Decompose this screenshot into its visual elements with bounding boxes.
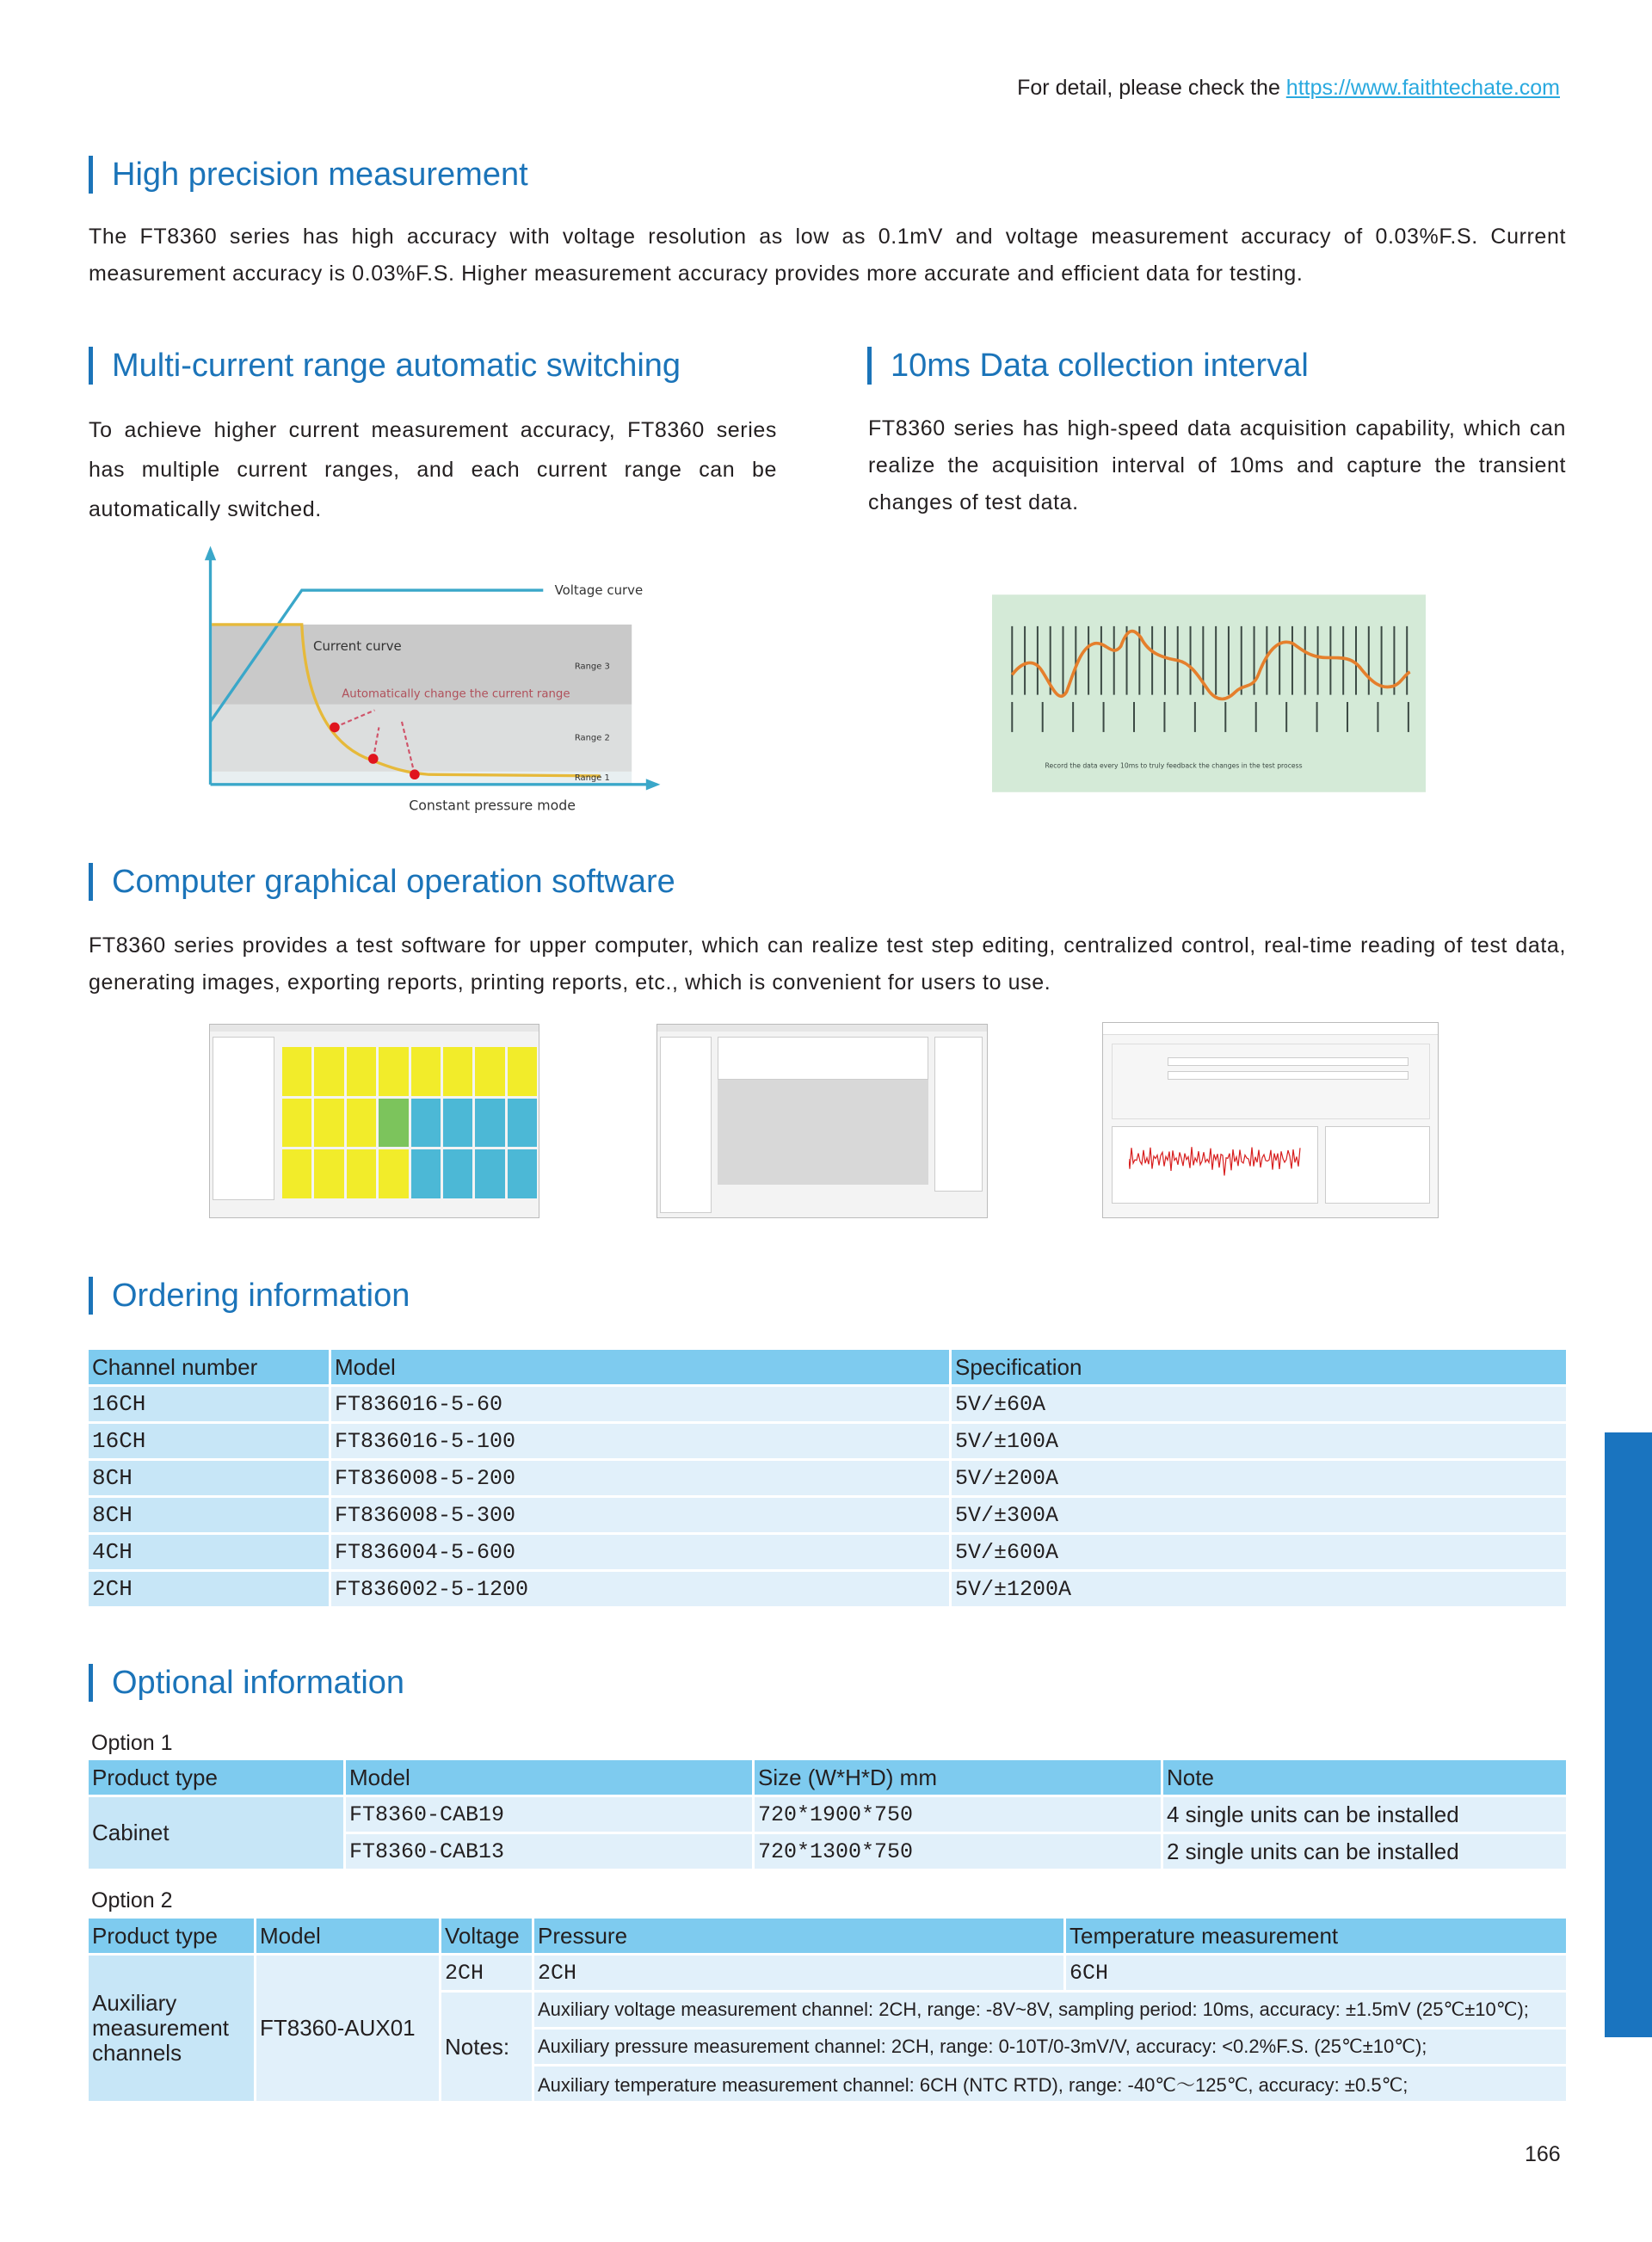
channel-tile	[475, 1047, 504, 1096]
header-voltage: Voltage	[441, 1919, 532, 1953]
page-number: 166	[1525, 2142, 1561, 2166]
header-channel: Channel number	[89, 1350, 329, 1384]
multi-range-text: To achieve higher current measurement accuracy, FT8360 series has multiple current ranges, and each current range can be automatically switched.	[89, 418, 777, 521]
header-product-type: Product type	[89, 1919, 254, 1953]
header-pressure: Pressure	[534, 1919, 1063, 1953]
interval-text: FT8360 series has high-speed data acquisition capability, which can realize the acquisition interval of 10ms and capture the transient changes of test data.	[868, 416, 1566, 514]
channel-tile	[379, 1099, 408, 1148]
channel-tile	[282, 1047, 311, 1096]
range-switching-diagram	[186, 536, 672, 822]
mode-label: Constant pressure mode	[409, 797, 576, 814]
option1-table	[86, 1758, 1569, 1871]
cell-note: 4 single units can be installed	[1163, 1797, 1566, 1832]
y-axis-arrow-icon	[205, 546, 216, 561]
software-screenshot-channel-overview	[209, 1024, 539, 1218]
heading-10ms-interval: 10ms Data collection interval	[867, 347, 1309, 385]
voltage-curve-label: Voltage curve	[554, 582, 644, 599]
cell-channel: 4CH	[89, 1535, 329, 1569]
channel-tile	[508, 1047, 537, 1096]
option2-label: Option 2	[91, 1888, 173, 1912]
channel-tile	[347, 1047, 376, 1096]
cell-spec: 5V/±60A	[952, 1387, 1566, 1421]
cell-channel: 16CH	[89, 1387, 329, 1421]
heading-multi-range: Multi-current range automatic switching	[89, 347, 681, 385]
channel-tile	[379, 1149, 408, 1198]
table-row	[89, 1535, 1566, 1569]
cell-model: FT8360-CAB13	[346, 1834, 752, 1869]
channel-tile	[475, 1099, 504, 1148]
channel-tile	[411, 1047, 441, 1096]
channel-tile	[347, 1149, 376, 1198]
cell-voltage-channels: 2CH	[441, 1956, 532, 1990]
table-row	[89, 1461, 1566, 1495]
cell-channel: 8CH	[89, 1498, 329, 1532]
software-text: FT8360 series provides a test software for upper computer, which can realize test step editing, centralized control, real-time reading of test data, generating images, exporting reports, printing reports, etc., which is convenient for users to use.	[89, 933, 1566, 995]
header-product-type: Product type	[89, 1760, 343, 1795]
software-screenshot-report-dialog	[1102, 1022, 1439, 1218]
cell-spec: 5V/±200A	[952, 1461, 1566, 1495]
note-pressure: Auxiliary pressure measurement channel: 2CH, range: 0-10T/0-3mV/V, accuracy: <0.2%F.S. (25℃±10℃);	[534, 2030, 1566, 2064]
table-row	[89, 1797, 1566, 1832]
table-row	[89, 1572, 1566, 1606]
channel-tile	[443, 1099, 472, 1148]
cell-channel: 8CH	[89, 1461, 329, 1495]
cell-model: FT836008-5-300	[331, 1498, 949, 1532]
auto-change-label: Automatically change the current range	[342, 687, 570, 701]
range2-label: Range 2	[574, 733, 610, 743]
switch-point	[368, 754, 379, 764]
chapter-side-tab	[1605, 1432, 1652, 2037]
note-temperature: Auxiliary temperature measurement channel: 6CH (NTC RTD), range: -40℃～125℃, accuracy: ±0.5℃;	[534, 2066, 1566, 2101]
cell-model: FT8360-AUX01	[256, 1956, 439, 2101]
heading-software: Computer graphical operation software	[89, 863, 675, 901]
ordering-table	[86, 1347, 1569, 1609]
channel-tile	[411, 1149, 441, 1198]
table-row	[89, 1498, 1566, 1532]
table-row	[89, 1387, 1566, 1421]
cell-spec: 5V/±1200A	[952, 1572, 1566, 1606]
channel-tile	[282, 1099, 311, 1148]
precision-text: The FT8360 series has high accuracy with voltage resolution as low as 0.1mV and voltage measurement accuracy of 0.03%F.S. Current measurement accuracy is 0.03%F.S. Higher measurement accuracy provides more accurate and efficient data for testing.	[89, 225, 1566, 286]
waveform-caption: Record the data every 10ms to truly feedback the changes in the test process	[1045, 761, 1303, 770]
channel-tile	[411, 1099, 441, 1148]
table-header-row	[89, 1350, 1566, 1384]
software-screenshot-step-editor	[656, 1024, 988, 1218]
range3-label: Range 3	[574, 662, 610, 672]
option2-table	[86, 1916, 1569, 2103]
channel-tile	[443, 1149, 472, 1198]
cell-spec: 5V/±300A	[952, 1498, 1566, 1532]
heading-high-precision: High precision measurement	[89, 156, 528, 194]
channel-tile	[282, 1149, 311, 1198]
cell-size: 720*1900*750	[755, 1797, 1161, 1832]
channel-tile	[475, 1149, 504, 1198]
cell-note: 2 single units can be installed	[1163, 1834, 1566, 1869]
cell-model: FT836016-5-100	[331, 1424, 949, 1458]
header-model: Model	[331, 1350, 949, 1384]
cell-product-type: Cabinet	[89, 1797, 343, 1869]
channel-tile	[508, 1149, 537, 1198]
cell-model: FT8360-CAB19	[346, 1797, 752, 1832]
switch-point	[330, 723, 340, 733]
header-size: Size (W*H*D) mm	[755, 1760, 1161, 1795]
channel-tile	[314, 1099, 343, 1148]
current-curve-label: Current curve	[313, 637, 402, 654]
channel-tile	[314, 1047, 343, 1096]
channel-tile	[379, 1047, 408, 1096]
header-specification: Specification	[952, 1350, 1566, 1384]
cell-product-type: Auxiliary measurement channels	[89, 1956, 254, 2101]
detail-note: For detail, please check the https://www.faithtechate.com	[1017, 76, 1560, 100]
channel-tile	[347, 1099, 376, 1148]
range1-label: Range 1	[574, 773, 610, 783]
header-note: Note	[1163, 1760, 1566, 1795]
cell-spec: 5V/±100A	[952, 1424, 1566, 1458]
cell-model: FT836008-5-200	[331, 1461, 949, 1495]
cell-spec: 5V/±600A	[952, 1535, 1566, 1569]
option1-label: Option 1	[91, 1731, 173, 1755]
cell-channel: 2CH	[89, 1572, 329, 1606]
cell-pressure-channels: 2CH	[534, 1956, 1063, 1990]
header-model: Model	[256, 1919, 439, 1953]
cell-temperature-channels: 6CH	[1066, 1956, 1566, 1990]
switch-point	[410, 769, 420, 779]
notes-label: Notes:	[441, 1993, 532, 2101]
table-header-row	[89, 1760, 1566, 1795]
cell-model: FT836004-5-600	[331, 1535, 949, 1569]
table-header-row	[89, 1919, 1566, 1953]
x-axis-arrow-icon	[646, 779, 661, 790]
table-row	[89, 1424, 1566, 1458]
cell-size: 720*1300*750	[755, 1834, 1161, 1869]
cell-model: FT836016-5-60	[331, 1387, 949, 1421]
table-row	[89, 1956, 1566, 1990]
heading-optional: Optional information	[89, 1664, 404, 1702]
note-voltage: Auxiliary voltage measurement channel: 2CH, range: -8V~8V, sampling period: 10ms, accuracy: ±1.5mV (25℃±10℃);	[534, 1993, 1566, 2027]
channel-tile	[443, 1047, 472, 1096]
waveform-illustration	[992, 594, 1426, 792]
channel-tile	[508, 1099, 537, 1148]
website-link[interactable]: https://www.faithtechate.com	[1285, 76, 1560, 100]
channel-tile	[314, 1149, 343, 1198]
cell-model: FT836002-5-1200	[331, 1572, 949, 1606]
header-model: Model	[346, 1760, 752, 1795]
range2-band	[212, 705, 632, 772]
heading-ordering: Ordering information	[89, 1277, 410, 1315]
cell-channel: 16CH	[89, 1424, 329, 1458]
header-temperature: Temperature measurement	[1066, 1919, 1566, 1953]
